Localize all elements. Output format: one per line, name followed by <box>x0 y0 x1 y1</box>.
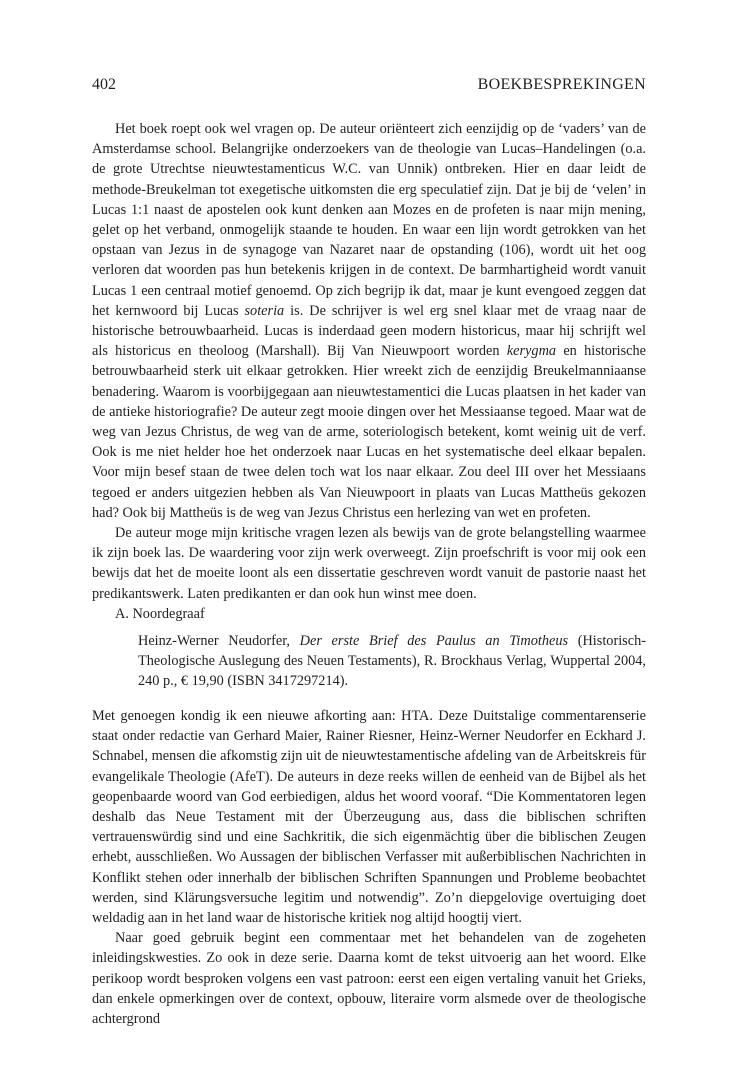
book-author: Heinz-Werner Neudorfer, <box>138 633 291 649</box>
review-paragraph: Met genoegen kondig ik een nieuwe afkorting aan: HTA. Deze Duitstalige commentarenserie staat onder redactie van Gerhard Maier, Rainer Riesner, Heinz-Werner Neudorfer en Eckhard J. Schnabel, mensen die afkomstig zijn uit de nieuwtestamentische afdeling van de Arbeitskreis für evangelikale Theologie (AfeT). De auteurs in deze reeks willen de eenheid van de Bijbel als het geopenbaarde woord van God eerbiedigen, aldus het woord vooraf. “Die Kommentatoren legen deshalb das Neue Testament mit der Überzeugung aus, dass die biblischen schriften vertrauenswürdig sind und eine Sachkritik, die sich eigenmächtig über die biblischen Zeugen erhebt, ausschließen. Wo Aussagen der biblischen Verfasser mit außerbiblischen Nachrichten in Konflikt stehen oder innerhalb der biblischen Schriften Spannungen und Probleme beobachtet werden, sind Klärungsversuche legitim und notwendig”. Zo’n diepgelovige overtuiging doet weldadig aan in het land waar de historische kritiek nog altijd hoogtij viert. <box>92 708 646 927</box>
review-paragraph: De auteur moge mijn kritische vragen lezen als bewijs van de grote belangstelling waarmee ik zijn boek las. De waardering voor zijn werk overweegt. Zijn proefschrift is voor mij ook een bewijs dat het de moeite loont als een dissertatie geschreven wordt vanuit de pastorie naast het predikantswerk. Laten predikanten er dan ook hun winst mee doen. <box>92 525 646 602</box>
italic-term: soteria <box>244 302 285 319</box>
running-head: BOEKBESPREKINGEN <box>477 76 646 93</box>
page-header <box>92 76 646 100</box>
book-title: Der erste Brief des Paulus an Timotheus <box>299 633 569 649</box>
new-review <box>92 706 646 1029</box>
book-details: (Historisch-Theologische Auslegung des Neuen Testaments), R. Brockhaus Verlag, Wuppertal 2004, 240 p., € 19,90 (ISBN 3417297214). <box>138 633 646 690</box>
italic-term: kerygma <box>506 343 557 360</box>
review-paragraph: Het boek roept ook wel vragen op. De auteur oriënteert zich eenzijdig op de ‘vaders’ van de Amsterdamse school. Belangrijke onderzoekers van de theologie van Lucas–Handelingen (o.a. de grote Utrechtse nieuwtestamenticus W.C. van Unnik) ontbreken. Hier en daar leidt de methode-Breukelman tot exegetische uitkomsten die erg speculatief zijn. Dat je bij de ‘velen’ in Lucas 1:1 naast de apostelen ook kunt denken aan Mozes en de profeten is naar mijn mening, gelet op het verband, onmogelijk staande te houden. En waar een lijn wordt getrokken van het opstaan van Jezus in de synagoge van Nazaret naar de opstanding (106), wordt uit het oog verloren dat woorden pas hun betekenis krijgen in de context. De barmhartigheid wordt vanuit Lucas 1 een centraal motief genoemd. Op zich begrijp ik dat, maar je kunt evengoed zeggen dat het kernwoord bij Lucas soteria is. De schrijver is wel erg snel klaar met de vraag naar de historische betrouwbaarheid. Lucas is inderdaad geen modern historicus, maar hij schrijft wel als historicus en theoloog (Marshall). Bij Van Nieuwpoort worden kerygma en historische betrouwbaarheid sterk uit elkaar getrokken. Hier wreekt zich de eenzijdig Breukelmanniaanse benadering. Waarom is voorbijgegaan aan nieuwtestamentici die Lucas plaatsen in het kader van de antieke historiografie? De auteur zegt mooie dingen over het Messiaanse tegoed. Maar wat de weg van Jezus Christus, de weg van de arme, soteriologisch betekent, komt weinig uit de verf. Ook is me niet helder hoe het onderzoek naar Lucas en het systematische deel elkaar bepalen. Voor mijn besef staan de twee delen toch wat los naar elkaar. Zou deel III over het Messiaans tegoed er anders uitgezien hebben als Van Nieuwpoort in plaats van Lucas Mattheüs gekozen had? Ook bij Mattheüs is de weg van Jezus Christus een herlezing van wet en profeten. <box>92 121 647 521</box>
review-continuation <box>92 119 646 624</box>
reviewer-signature: A. Noordegraaf <box>115 605 205 622</box>
page-number: 402 <box>92 76 116 93</box>
book-reference <box>138 631 646 692</box>
review-paragraph: Naar goed gebruik begint een commentaar met het behandelen van de zogeheten inleidingskwesties. Zo ook in deze serie. Daarna komt de tekst uitvoerig aan het woord. Elke perikoop wordt besproken volgens een vast patroon: eerst een eigen vertaling vanuit het Grieks, dan enkele opmerkingen over de context, opbouw, literaire vorm alsmede over de theologische achtergrond <box>92 930 646 1028</box>
